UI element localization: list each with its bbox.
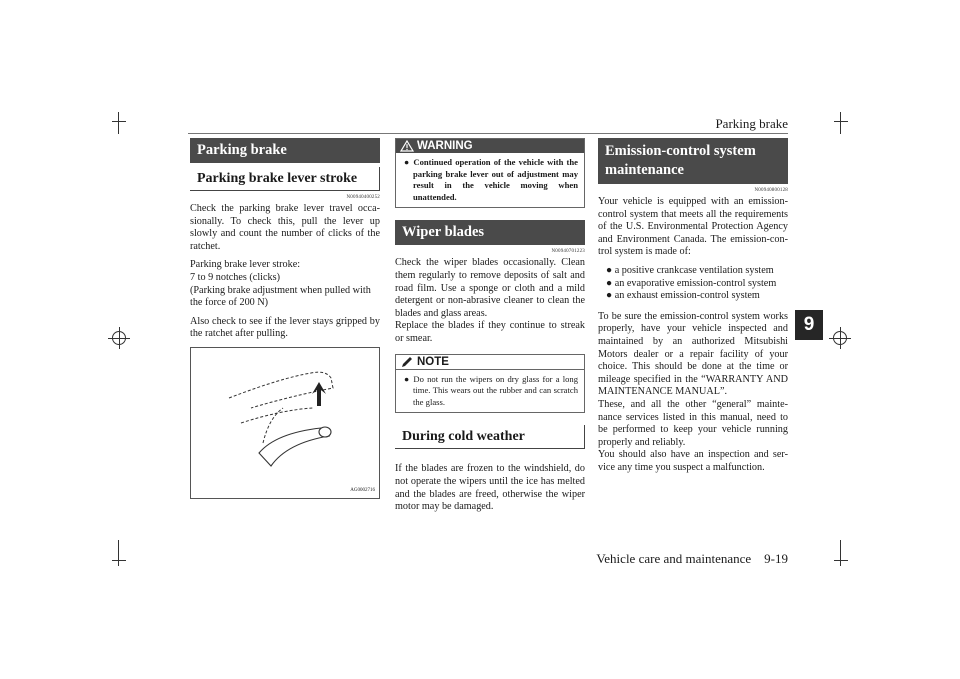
doc-code: N00940701223 bbox=[551, 249, 585, 255]
bullet-icon: ● bbox=[606, 290, 615, 302]
registration-mark bbox=[833, 331, 847, 345]
note-item: ● Do not run the wipers on dry glass for a long time. This wears out the rubber and can scratch the glass. bbox=[404, 373, 578, 407]
doc-code: N00940800128 bbox=[754, 188, 788, 193]
paragraph: If the blades are frozen to the windshield, do not operate the wipers until the ice has melted and the blades are freed, otherwise the wiper motor may be damaged. bbox=[395, 463, 585, 513]
crop-mark bbox=[840, 540, 841, 566]
column-3 bbox=[598, 138, 788, 480]
warning-header bbox=[396, 139, 584, 153]
bullet-list bbox=[604, 265, 788, 303]
stroke-value: 7 to 9 notches (clicks) bbox=[190, 271, 280, 283]
doc-code: N00940400252 bbox=[346, 195, 380, 200]
header-rule bbox=[188, 133, 788, 134]
warning-body bbox=[396, 153, 584, 207]
note-header bbox=[396, 355, 584, 370]
crop-mark bbox=[118, 540, 119, 566]
section-title-parking-brake: Parking brake bbox=[190, 138, 380, 163]
bullet-icon: ● bbox=[404, 373, 414, 384]
registration-mark bbox=[112, 331, 126, 345]
paragraph: Check the parking brake lever travel occa-sionally. To check this, pull the lever up slowly and count the number of clicks of the ratchet. bbox=[190, 203, 380, 252]
warning-triangle-icon bbox=[400, 140, 414, 152]
page-footer: Vehicle care and maintenance 9-19 bbox=[596, 551, 788, 566]
paragraph: Replace the blades if they continue to streak or smear. bbox=[395, 320, 585, 344]
paragraph: These, and all the other “general” mainte-nance services listed in this manual, need to be performed to keep your vehicle running properly and reliably. bbox=[598, 398, 788, 448]
crop-mark bbox=[834, 121, 848, 122]
warning-label: WARNING bbox=[417, 140, 473, 152]
list-item: ● a positive crankcase ventilation system bbox=[606, 264, 774, 276]
column-2 bbox=[395, 138, 585, 520]
note-label: NOTE bbox=[417, 355, 449, 368]
warning-item: ● Continued operation of the vehicle with the parking brake lever out of adjustment may result in the vehicle moving when unattended. bbox=[404, 157, 578, 202]
pencil-icon bbox=[400, 356, 414, 368]
stroke-note: (Parking brake adjustment when pulled with the force of 200 N) bbox=[190, 284, 371, 309]
paragraph: You should also have an inspection and ser-vice any time you suspect a malfunction. bbox=[598, 449, 788, 473]
crop-mark bbox=[118, 112, 119, 134]
list-item: ● an evaporative emission-control system bbox=[606, 277, 777, 289]
paragraph: Your vehicle is equipped with an emission-control system that meets all the requirements of the U.S. Environmental Protection Agency and Environment Canada. The emission-con-trol system is made of: bbox=[598, 196, 788, 258]
chapter-tab: 9 bbox=[795, 310, 823, 340]
note-box bbox=[395, 354, 585, 414]
section-title-wiper-blades: Wiper blades bbox=[395, 220, 585, 245]
stroke-label: Parking brake lever stroke: bbox=[190, 259, 301, 271]
parking-brake-lever-illustration bbox=[190, 347, 380, 499]
crop-mark bbox=[112, 560, 126, 561]
lever-drawing bbox=[191, 348, 379, 498]
crop-mark bbox=[112, 121, 126, 122]
note-body bbox=[396, 370, 584, 413]
stroke-spec bbox=[190, 259, 380, 309]
bullet-icon: ● bbox=[606, 277, 615, 289]
subsection-title-cold-weather: During cold weather bbox=[395, 425, 585, 449]
paragraph: To be sure the emission-control system works properly, have your vehicle inspected and maintained by an authorized Mitsubishi Motors dealer or a repair facility of your choice. This should be done at the time or mileage specified in the “WARRANTY AND MAINTENANCE MANUAL”. bbox=[598, 310, 788, 398]
crop-mark bbox=[834, 560, 848, 561]
crop-mark bbox=[840, 112, 841, 134]
paragraph: Also check to see if the lever stays gripped by the ratchet after pulling. bbox=[190, 315, 380, 340]
bullet-icon: ● bbox=[606, 264, 615, 276]
figure-code: AG0002716 bbox=[350, 487, 375, 493]
column-1 bbox=[190, 138, 380, 499]
subsection-title-lever-stroke: Parking brake lever stroke bbox=[190, 167, 380, 191]
bullet-icon: ● bbox=[404, 157, 414, 167]
page-title: Parking brake bbox=[715, 116, 788, 131]
paragraph: Check the wiper blades occasionally. Clean them regularly to remove deposits of salt and road film. Use a sponge or cloth and a mild detergent or non-abrasive cleaner to clean the blades and glass areas. bbox=[395, 257, 585, 319]
section-title-emission-control: Emission-control system maintenance bbox=[598, 138, 788, 184]
list-item: ● an exhaust emission-control system bbox=[606, 290, 760, 302]
warning-box bbox=[395, 138, 585, 208]
